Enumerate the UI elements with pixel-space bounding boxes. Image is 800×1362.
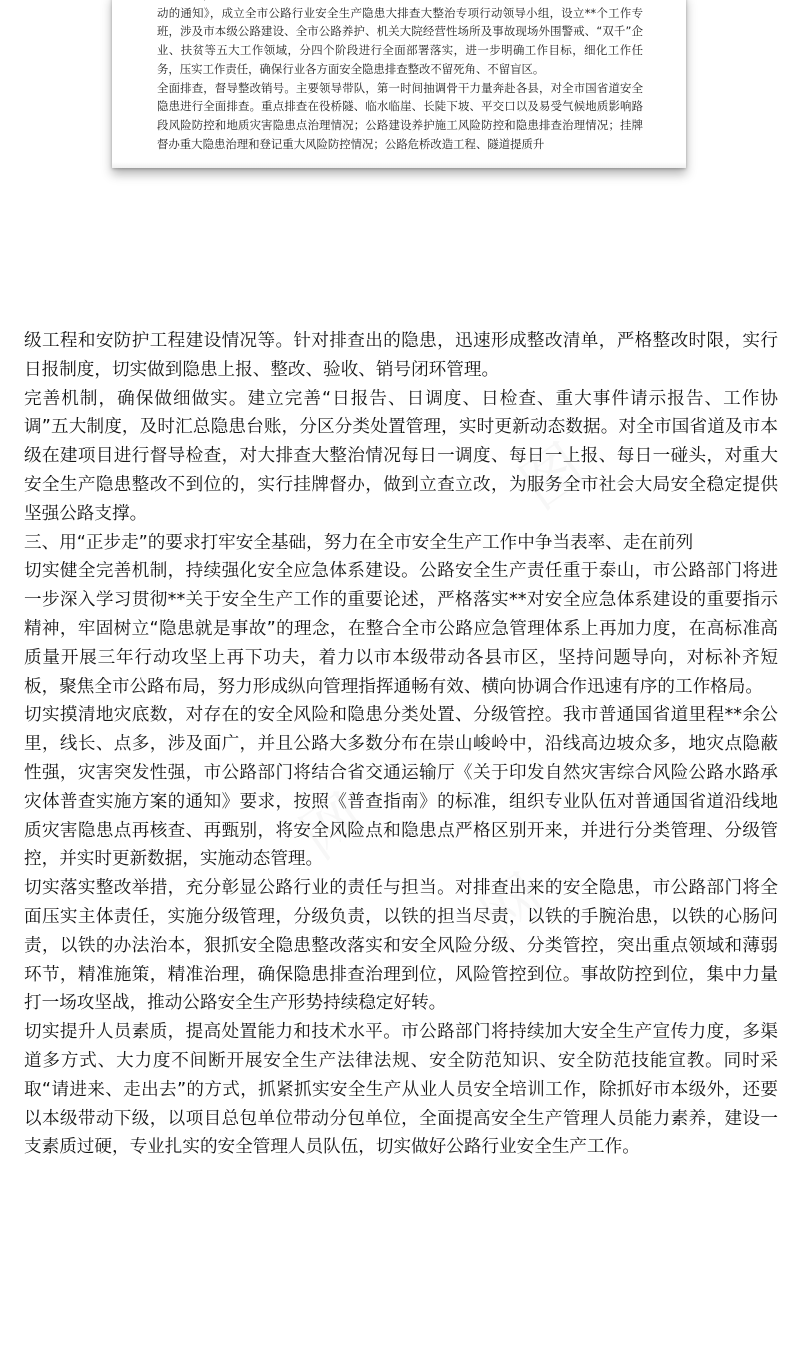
body-paragraph: 完善机制，确保做细做实。建立完善“日报告、日调度、日检查、重大事件请示报告、工作协调”五大制度，及时汇总隐患台账，分区分类处置管理，实时更新动态数据。对全市国省道及市本级在建项目进行督导检查，对大排查大整治情况每日一调度、每日一上报、每日一碰头，对重大安全生产隐患整改不到位的，实行挂牌督办，做到立查立改，为服务全市社会大局安全稳定提供坚强公路支撑。 [24, 388, 778, 524]
document-preview-card [112, 0, 686, 168]
preview-bottom-shadow [112, 162, 686, 168]
preview-text-block [157, 0, 643, 153]
section-heading: 三、用“正步走”的要求打牢安全基础，努力在全市安全生产工作中争当表率、走在前列 [24, 532, 694, 553]
watermark-mark-1: 图 [508, 431, 598, 523]
body-paragraph: 切实健全完善机制，持续强化安全应急体系建设。公路安全生产责任重于泰山，市公路部门将进一步深入学习贯彻**关于安全生产工作的重要论述，严格落实**对安全应急体系建设的重要指示精神，牢固树立“隐患就是事故”的理念，在整合全市公路应急管理体系上再加力度，在高标准高质量开展三年行动攻坚上再下功夫，着力以市本级带动各县市区，坚持问题导向，对标补齐短板，聚焦全市公路布局，努力形成纵向管理指挥通畅有效、横向协调合作迅速有序的工作格局。 [24, 561, 778, 697]
watermark-mark-3: 网 [468, 861, 558, 953]
body-paragraph: 切实落实整改举措，充分彰显公路行业的责任与担当。对排查出来的安全隐患，市公路部门将全面压实主体责任，实施分级管理，分级负责，以铁的担当尽责，以铁的手腕治患，以铁的心肠问责，以铁的办法治本，狠抓安全隐患整改落实和安全风险分级、分类管控，突出重点领域和薄弱环节，精准施策，精准治理，确保隐患排查治理到位，风险管控到位。事故防控到位，集中力量打一场攻坚战，推动公路安全生产形势持续稳定好转。 [24, 878, 778, 1014]
body-paragraph: 切实提升人员素质，提高处置能力和技术水平。市公路部门将持续加大安全生产宣传力度，多渠道多方式、大力度不间断开展安全生产法律法规、安全防范知识、安全防范技能宣教。同时采取“请进来、走出去”的方式，抓紧抓实安全生产从业人员安全培训工作，除抓好市本级外，还要以本级带动下级，以项目总包单位带动分包单位，全面提高安全生产管理人员能力素养，建设一支素质过硬，专业扎实的安全管理人员队伍，切实做好公路行业安全生产工作。 [24, 1022, 778, 1158]
body-paragraph: 切实摸清地灾底数，对存在的安全风险和隐患分类处置、分级管控。我市普通国省道里程**余公里，线长、点多，涉及面广，并且公路大多数分布在崇山峻岭中，沿线高边坡众多，地灾点隐蔽性强，灾害突发性强，市公路部门将结合省交通运输厅《关于印发自然灾害综合风险公路水路承灾体普查实施方案的通知》要求，按照《普查指南》的标准，组织专业队伍对普通国省道沿线地质灾害隐患点再核查、再甄别，将安全风险点和隐患点严格区别开来，并进行分类管理、分级管控，并实时更新数据，实施动态管理。 [24, 705, 778, 870]
preview-paragraph: 全面排查，督导整改销号。主要领导带队，第一时间抽调骨干力量奔赴各县，对全市国省道安全隐患进行全面排查。重点排查在役桥隧、临水临崖、长陡下坡、平交口以及易受气候地质影响路段风险防控和地质灾害隐患点治理情况；公路建设养护施工风险防控和隐患排查治理情况；挂牌督办重大隐患治理和登记重大风险防控情况；公路危桥改造工程、隧道提质升 [157, 80, 643, 151]
watermark-mark-2: 网 [288, 781, 378, 873]
document-body [24, 327, 778, 1162]
body-paragraph: 级工程和安防护工程建设情况等。针对排查出的隐患，迅速形成整改清单，严格整改时限，实行日报制度，切实做到隐患上报、整改、验收、销号闭环管理。 [24, 331, 778, 380]
preview-paragraph: 动的通知》，成立全市公路行业安全生产隐患大排查大整治专项行动领导小组，设立**个工作专班，涉及市本级公路建设、全市公路养护、机关大院经营性场所及事故现场外围警戒、“双千”企业、扶贫等五大工作领域，分四个阶段进行全面部署落实，进一步明确工作目标，细化工作任务，压实工作责任，确保行业各方面安全隐患排查整改不留死角、不留盲区。 [157, 5, 643, 76]
